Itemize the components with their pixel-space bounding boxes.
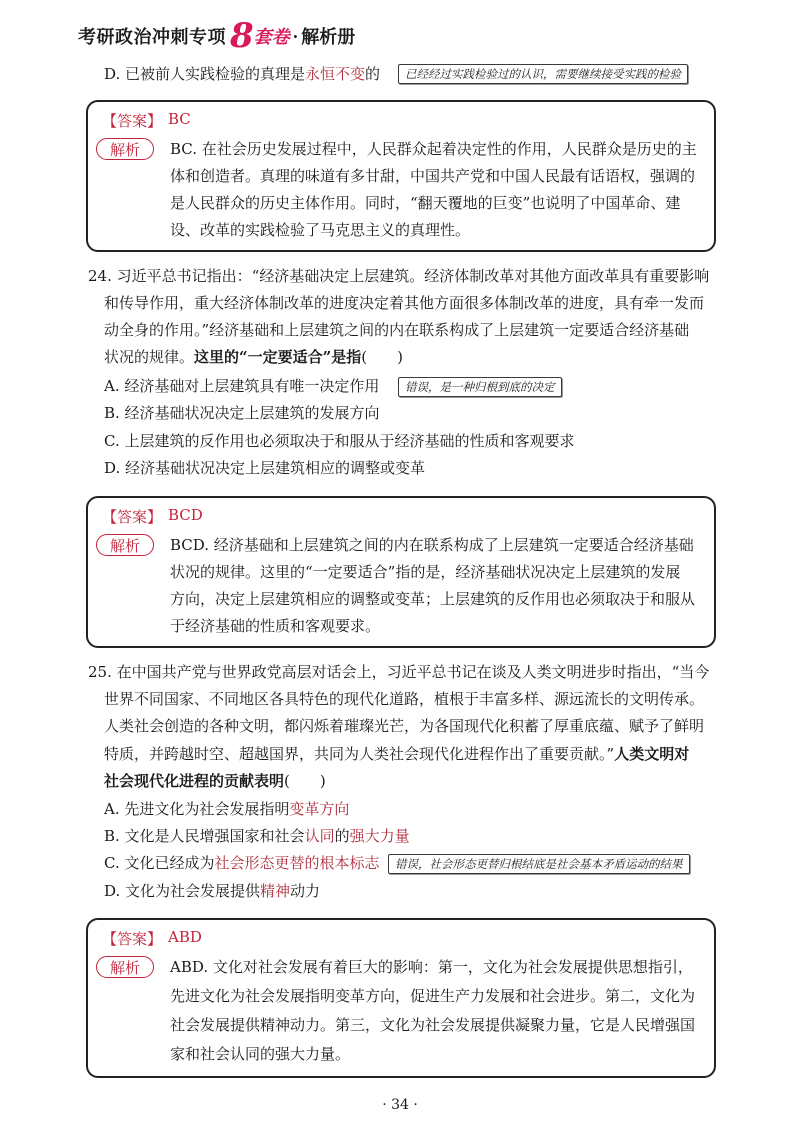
analysis-line: 社会发展提供精神动力。第三，文化为社会发展提供凝聚力量，它是人民增强国 — [170, 1016, 696, 1034]
analysis-line: 家和社会认同的强大力量。 — [170, 1045, 351, 1063]
answer-box-q25 — [86, 918, 716, 1078]
analysis-line: 是人民群众的历史主体作用。同时，“翻天覆地的巨变”也说明了中国革命、建 — [170, 194, 681, 212]
annotation-note: 错误，社会形态更替归根结底是社会基本矛盾运动的结果 — [388, 854, 690, 874]
q25-stem-line: 世界不同国家、不同地区各具特色的现代化道路，植根于丰富多样、源远流长的文明传承。 — [104, 690, 705, 708]
eight-mark: 8 — [230, 16, 254, 56]
q25-option-a: A. 先进文化为社会发展指明变革方向 — [104, 800, 350, 818]
q25-stem-line: 人类社会创造的各种文明，都闪烁着璀璨光芒，为各国现代化积蓄了厚重底蕴、赋予了鲜明 — [104, 717, 705, 735]
q24-option-b: B. 经济基础状况决定上层建筑的发展方向 — [104, 404, 380, 422]
q24-stem-line: 和传导作用，重大经济体制改革的进度决定着其他方面很多体制改革的进度，具有牵一发而 — [104, 294, 705, 312]
page-number: · 34 · — [382, 1097, 418, 1113]
q25-stem-line: 社会现代化进程的贡献表明( ) — [104, 772, 326, 790]
answer-label: 【答案】 — [102, 508, 163, 526]
q23-option-d: D. 已被前人实践检验的真理是永恒不变的 — [104, 65, 381, 83]
q24-stem-line: 24. 习近平总书记指出：“经济基础决定上层建筑。经济体制改革对其他方面改革具有重要影响 — [88, 267, 710, 285]
q25-option-b: B. 文化是人民增强国家和社会认同的强大力量 — [104, 827, 410, 845]
annotation-note: 已经经过实践检验过的认识，需要继续接受实践的检验 — [398, 64, 688, 84]
analysis-tag: 解析 — [96, 534, 154, 556]
annotation-note: 错误，是一种归根到底的决定 — [398, 377, 562, 397]
analysis-line: 体和创造者。真理的味道有多甘甜，中国共产党和中国人民最有话语权，强调的 — [170, 167, 696, 185]
answer-value: BC — [168, 110, 191, 128]
answer-box-q24 — [86, 496, 716, 648]
answer-value: BCD — [168, 506, 203, 524]
part-title: 解析册 — [301, 27, 356, 48]
analysis-line: 于经济基础的性质和客观要求。 — [170, 617, 381, 635]
q25-option-d: D. 文化为社会发展提供精神动力 — [104, 882, 321, 900]
answer-value: ABD — [168, 928, 202, 946]
answer-box-q23 — [86, 100, 716, 252]
q24-stem-line: 状况的规律。这里的“一定要适合”是指( ) — [104, 348, 403, 366]
q25-stem-line: 25. 在中国共产党与世界政党高层对话会上，习近平总书记在谈及人类文明进步时指出，“当今 — [88, 663, 710, 681]
q25-option-c: C. 文化已经成为社会形态更替的根本标志 — [104, 854, 380, 872]
q24-stem-line: 动全身的作用。”经济基础和上层建筑之间的内在联系构成了上层建筑一定要适合经济基础 — [104, 321, 690, 339]
answer-label: 【答案】 — [102, 112, 163, 130]
q24-option-d: D. 经济基础状况决定上层建筑相应的调整或变革 — [104, 459, 426, 477]
analysis-tag: 解析 — [96, 956, 154, 978]
analysis-line: 方向，决定上层建筑相应的调整或变革；上层建筑的反作用也必须取决于和服从 — [170, 590, 696, 608]
analysis-line: BC. 在社会历史发展过程中，人民群众起着决定性的作用，人民群众是历史的主 — [170, 140, 697, 158]
analysis-line: 先进文化为社会发展指明变革方向，促进生产力发展和社会进步。第二，文化为 — [170, 987, 696, 1005]
analysis-tag: 解析 — [96, 138, 154, 160]
analysis-line: 设、改革的实践检验了马克思主义的真理性。 — [170, 221, 471, 239]
header-dot: · — [292, 26, 299, 46]
answer-label: 【答案】 — [102, 930, 163, 948]
q25-stem-line: 特质，并跨越时空、超越国界，共同为人类社会现代化进程作出了重要贡献。”人类文明对 — [104, 745, 690, 763]
q24-option-c: C. 上层建筑的反作用也必须取决于和服从于经济基础的性质和客观要求 — [104, 432, 575, 450]
analysis-line: BCD. 经济基础和上层建筑之间的内在联系构成了上层建筑一定要适合经济基础 — [170, 536, 694, 554]
analysis-line: ABD. 文化对社会发展有着巨大的影响：第一，文化为社会发展提供思想指引， — [170, 958, 693, 976]
book-title: 考研政治冲刺专项 — [78, 27, 226, 48]
analysis-line: 状况的规律。这里的“一定要适合”指的是，经济基础状况决定上层建筑的发展 — [170, 563, 681, 581]
set-label: 套卷 — [253, 27, 290, 48]
running-header — [78, 18, 355, 54]
q24-option-a: A. 经济基础对上层建筑具有唯一决定作用 — [104, 377, 380, 395]
